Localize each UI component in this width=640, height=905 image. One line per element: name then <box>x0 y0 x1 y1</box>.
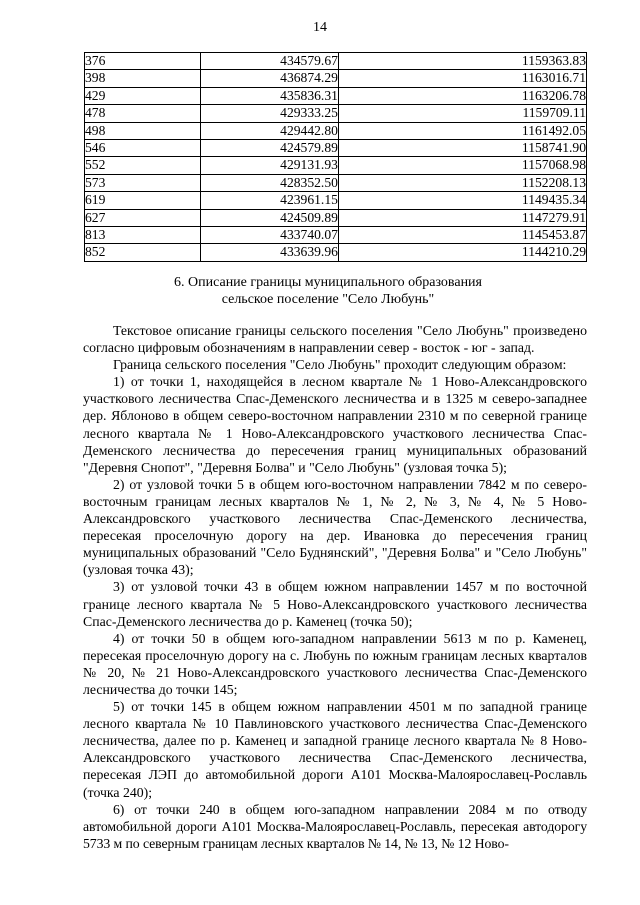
x-coordinate-cell: 429333.25 <box>200 105 338 122</box>
y-coordinate-cell: 1152208.13 <box>338 174 586 191</box>
table-row <box>85 122 587 139</box>
point-number-cell: 852 <box>85 244 201 261</box>
table-row <box>85 70 587 87</box>
x-coordinate-cell: 428352.50 <box>200 174 338 191</box>
x-coordinate-cell: 429442.80 <box>200 122 338 139</box>
table-row <box>85 227 587 244</box>
x-coordinate-cell: 429131.93 <box>200 157 338 174</box>
x-coordinate-cell: 433740.07 <box>200 227 338 244</box>
x-coordinate-cell: 434579.67 <box>200 53 338 70</box>
paragraph: 3) от узловой точки 43 в общем южном направлении 1457 м по восточной границе лесного квартала № 5 Ново-Александровского участкового лесничества Спас-Деменского лесничества до р. Каменец (точка 50); <box>83 579 587 629</box>
table-row <box>85 140 587 157</box>
x-coordinate-cell: 424509.89 <box>200 209 338 226</box>
y-coordinate-cell: 1144210.29 <box>338 244 586 261</box>
table-row <box>85 157 587 174</box>
y-coordinate-cell: 1163016.71 <box>338 70 586 87</box>
paragraph: Текстовое описание границы сельского поселения "Село Любунь" произведено согласно цифровым обозначениям в направлении север - восток - юг - запад. <box>83 323 587 356</box>
point-number-cell: 398 <box>85 70 201 87</box>
point-number-cell: 813 <box>85 227 201 244</box>
y-coordinate-cell: 1158741.90 <box>338 140 586 157</box>
section-title-line-2: сельское поселение "Село Любунь" <box>221 292 435 307</box>
paragraph: Граница сельского поселения "Село Любунь" проходит следующим образом: <box>113 357 567 373</box>
x-coordinate-cell: 423961.15 <box>200 192 338 209</box>
table-row <box>85 244 587 261</box>
section-title <box>90 274 566 308</box>
y-coordinate-cell: 1159363.83 <box>338 53 586 70</box>
point-number-cell: 498 <box>85 122 201 139</box>
x-coordinate-cell: 433639.96 <box>200 244 338 261</box>
section-title-line-1: 6. Описание границы муниципального образования <box>174 275 482 290</box>
point-number-cell: 478 <box>85 105 201 122</box>
table-row <box>85 192 587 209</box>
coordinates-table <box>84 52 587 262</box>
boundary-description <box>83 322 587 852</box>
x-coordinate-cell: 424579.89 <box>200 140 338 157</box>
paragraph: 2) от узловой точки 5 в общем юго-восточном направлении 7842 м по северо-восточным границам лесных кварталов № 1, № 2, № 3, № 4, № 5 Ново-Александровского участкового лесничества Спас-Деменского лесничества, пересекая проселочную дорогу на дер. Ивановка до пересечения границ муниципальных образований "Село Буднянский", "Деревня Болва" и "Село Любунь" (узловая точка 43); <box>83 476 587 578</box>
point-number-cell: 619 <box>85 192 201 209</box>
y-coordinate-cell: 1157068.98 <box>338 157 586 174</box>
point-number-cell: 376 <box>85 53 201 70</box>
y-coordinate-cell: 1149435.34 <box>338 192 586 209</box>
table-row <box>85 209 587 226</box>
x-coordinate-cell: 436874.29 <box>200 70 338 87</box>
y-coordinate-cell: 1163206.78 <box>338 87 586 104</box>
paragraph: 6) от точки 240 в общем юго-западном направлении 2084 м по отводу автомобильной дороги А101 Москва-Малоярославец-Рославль, пересекая автодорогу 5733 м по северным границам лесных кварталов № 14, № 13, № 12 Ново- <box>83 801 587 851</box>
y-coordinate-cell: 1159709.11 <box>338 105 586 122</box>
point-number-cell: 552 <box>85 157 201 174</box>
table-row <box>85 174 587 191</box>
table-row <box>85 53 587 70</box>
y-coordinate-cell: 1145453.87 <box>338 227 586 244</box>
page-number: 14 <box>313 20 327 35</box>
point-number-cell: 627 <box>85 209 201 226</box>
point-number-cell: 546 <box>85 140 201 157</box>
paragraph: 4) от точки 50 в общем юго-западном направлении 5613 м по р. Каменец, пересекая проселочную дорогу на с. Любунь по южным границам лесных кварталов № 20, № 21 Ново-Александровского участкового лесничества Спас-Деменского лесничества до точки 145; <box>83 630 587 697</box>
y-coordinate-cell: 1147279.91 <box>338 209 586 226</box>
table-row <box>85 87 587 104</box>
point-number-cell: 429 <box>85 87 201 104</box>
paragraph: 5) от точки 145 в общем южном направлении 4501 м по западной границе лесного квартала № 10 Павлиновского участкового лесничества Спас-Деменского лесничества, далее по р. Каменец и западной границе лесного квартала № 8 Ново-Александровского участкового лесничества Спас-Деменского лесничества, пересекая ЛЭП до автомобильной дороги А101 Москва-Малоярославец-Рославль (точка 240); <box>83 699 587 800</box>
point-number-cell: 573 <box>85 174 201 191</box>
x-coordinate-cell: 435836.31 <box>200 87 338 104</box>
table-row <box>85 105 587 122</box>
y-coordinate-cell: 1161492.05 <box>338 122 586 139</box>
paragraph: 1) от точки 1, находящейся в лесном квартале № 1 Ново-Александровского участкового лесничества Спас-Деменского лесничества и в 1325 м северо-западнее дер. Яблоново в общем северо-восточном направлении 2310 м по северной границе лесного квартала № 1 Ново-Александровского участкового лесничества Спас-Деменского лесничества до пересечения границ муниципальных образований "Деревня Снопот", "Деревня Болва" и "Село Любунь" (узловая точка 5); <box>83 374 587 475</box>
